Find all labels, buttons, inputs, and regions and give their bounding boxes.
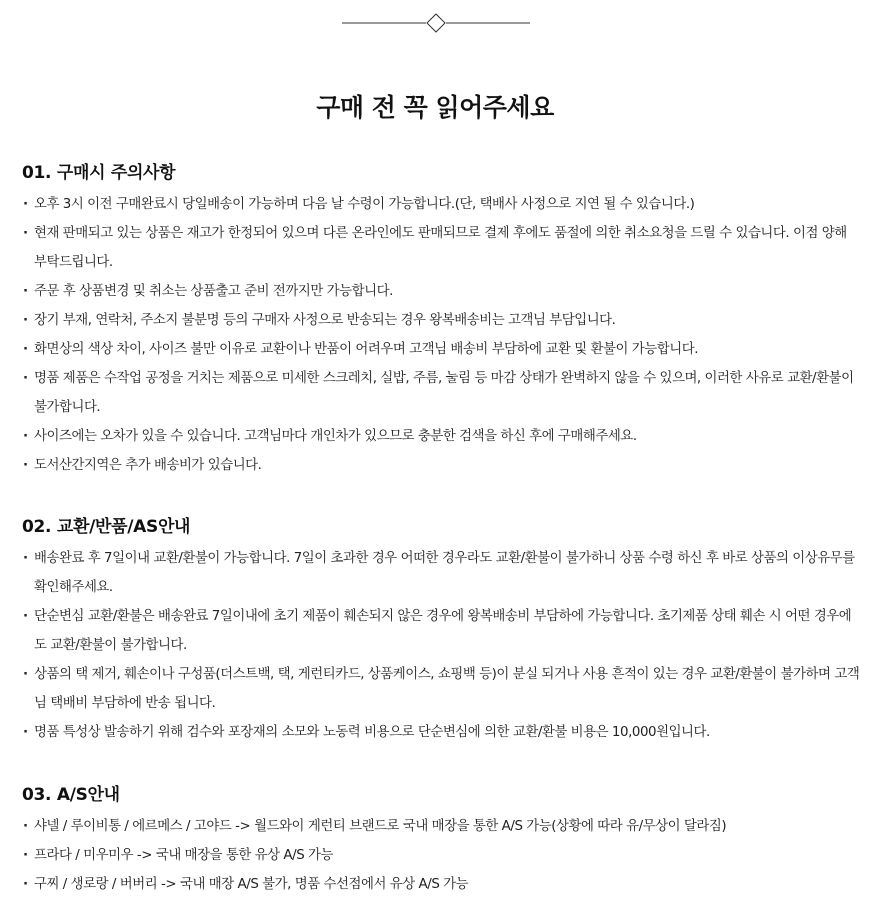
list-item-text: 샤넬 / 루이비통 / 에르메스 / 고야드 -> 월드와이 게런티 브랜드로 국내 매장을 통한 A/S 가능(상황에 따라 유/무상이 달라짐) (34, 819, 727, 834)
list-item (22, 219, 862, 277)
section-heading: 01. 구매시 주의사항 (22, 163, 176, 183)
notice-list (22, 190, 862, 480)
bullet-mark: · (23, 197, 28, 212)
list-item (22, 277, 862, 306)
bullet-mark: · (23, 284, 28, 299)
list-item-text: 구찌 / 생로랑 / 버버리 -> 국내 매장 A/S 불가, 명품 수선점에서 유상 A/S 가능 (34, 877, 469, 892)
list-item-text: 배송완료 후 7일이내 교환/환불이 가능합니다. 7일이 초과한 경우 어떠한 경우라도 교환/환불이 불가하니 상품 수령 하신 후 바로 상품의 이상유무를 확인해주세요. (34, 551, 855, 595)
notice-list (22, 812, 862, 899)
list-item-text: 명품 특성상 발송하기 위해 검수와 포장재의 소모와 노동력 비용으로 단순변심에 의한 교환/환불 비용은 10,000원입니다. (34, 725, 710, 740)
bullet-mark: · (23, 429, 28, 444)
list-item (22, 451, 862, 480)
list-item (22, 718, 862, 747)
bullet-mark: · (23, 342, 28, 357)
list-item-text: 장기 부재, 연락처, 주소지 불분명 등의 구매자 사정으로 반송되는 경우 왕복배송비는 고객님 부담입니다. (34, 313, 616, 328)
list-item-text: 도서산간지역은 추가 배송비가 있습니다. (34, 458, 262, 473)
list-item-text: 사이즈에는 오차가 있을 수 있습니다. 고객님마다 개인차가 있으므로 충분한 검색을 하신 후에 구매해주세요. (34, 429, 637, 444)
section-exchange-return (22, 514, 862, 747)
bullet-mark: · (23, 667, 28, 682)
list-item-text: 오후 3시 이전 구매완료시 당일배송이 가능하며 다음 날 수령이 가능합니다.(단, 택배사 사정으로 지연 될 수 있습니다.) (34, 197, 695, 212)
list-item (22, 841, 862, 870)
decorative-divider (342, 12, 530, 34)
bullet-mark: · (23, 313, 28, 328)
list-item (22, 812, 862, 841)
list-item (22, 422, 862, 451)
diamond-icon (427, 14, 445, 32)
section-as-info (22, 782, 862, 899)
bullet-mark: · (23, 848, 28, 863)
list-item-text: 현재 판매되고 있는 상품은 재고가 한정되어 있으며 다른 온라인에도 판매되므로 결제 후에도 품절에 의한 취소요청을 드릴 수 있습니다. 이점 양해 부탁드립니다. (34, 226, 847, 270)
list-item (22, 544, 862, 602)
bullet-mark: · (23, 551, 28, 566)
notice-list (22, 544, 862, 747)
list-item-text: 주문 후 상품변경 및 취소는 상품출고 준비 전까지만 가능합니다. (34, 284, 393, 299)
list-item (22, 870, 862, 899)
list-item (22, 306, 862, 335)
list-item-text: 상품의 택 제거, 훼손이나 구성품(더스트백, 택, 게런티카드, 상품케이스, 쇼핑백 등)이 분실 되거나 사용 흔적이 있는 경우 교환/환불이 불가하며 고객님 택배비 부담하에 반송 됩니다. (34, 667, 860, 711)
list-item (22, 660, 862, 718)
bullet-mark: · (23, 458, 28, 473)
list-item-text: 화면상의 색상 차이, 사이즈 불만 이유로 교환이나 반품이 어려우며 고객님 배송비 부담하에 교환 및 환불이 가능합니다. (34, 342, 699, 357)
list-item (22, 364, 862, 422)
section-purchase-notice (22, 160, 862, 480)
section-heading: 02. 교환/반품/AS안내 (22, 517, 191, 537)
bullet-mark: · (23, 819, 28, 834)
bullet-mark: · (23, 226, 28, 241)
list-item-text: 단순변심 교환/환불은 배송완료 7일이내에 초기 제품이 훼손되지 않은 경우에 왕복배송비 부담하에 가능합니다. 초기제품 상태 훼손 시 어떤 경우에도 교환/환불이 불가합니다. (34, 609, 852, 653)
list-item (22, 602, 862, 660)
list-item (22, 190, 862, 219)
list-item (22, 335, 862, 364)
bullet-mark: · (23, 877, 28, 892)
section-heading: 03. A/S안내 (22, 785, 120, 805)
list-item-text: 명품 제품은 수작업 공정을 거치는 제품으로 미세한 스크레치, 실밥, 주름, 눌림 등 마감 상태가 완벽하지 않을 수 있으며, 이러한 사유로 교환/환불이 불가합니다. (34, 371, 854, 415)
bullet-mark: · (23, 371, 28, 386)
bullet-mark: · (23, 609, 28, 624)
list-item-text: 프라다 / 미우미우 -> 국내 매장을 통한 유상 A/S 가능 (34, 848, 334, 863)
page-title: 구매 전 꼭 읽어주세요 (316, 93, 554, 122)
bullet-mark: · (23, 725, 28, 740)
